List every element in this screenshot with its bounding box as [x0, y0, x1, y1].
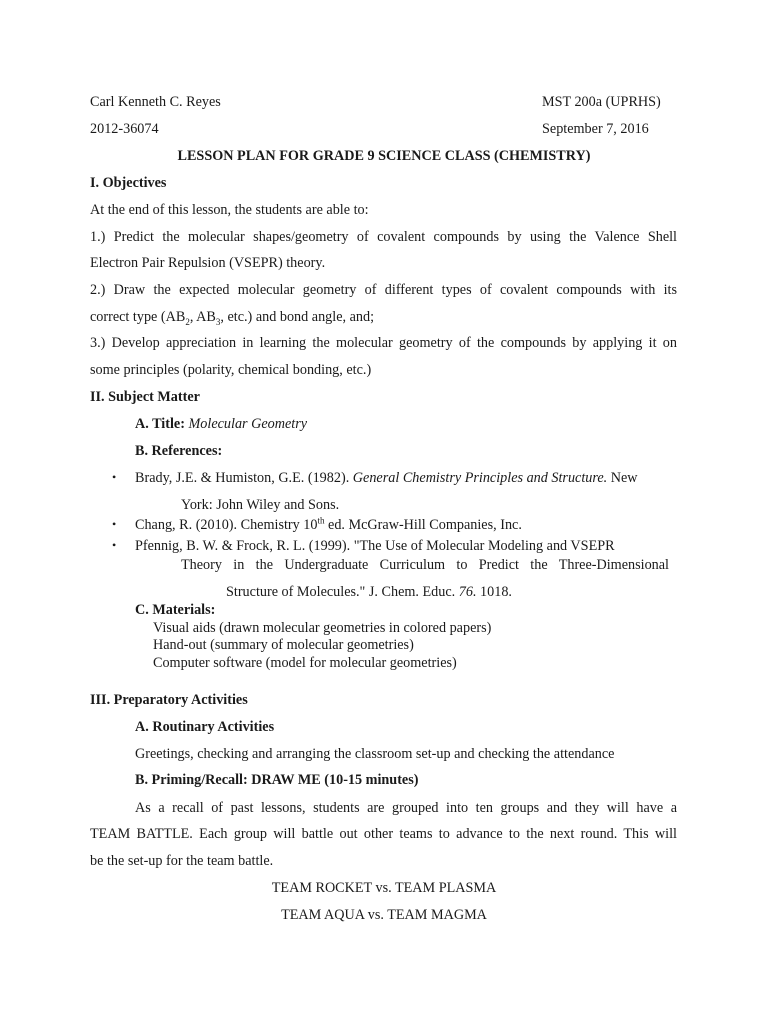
objective-2-text-a: correct type (AB [90, 309, 186, 325]
priming-line-3: be the set-up for the team battle. [90, 853, 274, 869]
team-match-1: TEAM ROCKET vs. TEAM PLASMA [271, 880, 497, 896]
reference-1-line-2: York: John Wiley and Sons. [181, 497, 340, 513]
reference-3-line-3 [226, 583, 512, 601]
objective-2-text-c: , etc.) and bond angle, and; [220, 309, 375, 325]
reference-1-line-1 [135, 469, 638, 487]
subscript-3: 3 [215, 316, 221, 327]
reference-3-line-1: Pfennig, B. W. & Frock, R. L. (1999). "The Use of Molecular Modeling and VSEPR [135, 538, 615, 554]
objective-1-line-2: Electron Pair Repulsion (VSEPR) theory. [90, 255, 326, 271]
objective-2-line-2 [90, 308, 374, 326]
material-item: Computer software (model for molecular geometries) [153, 655, 457, 671]
subject-matter-heading: II. Subject Matter [90, 389, 200, 405]
subscript-2: 2 [185, 316, 190, 327]
ref1-title: General Chemistry Principles and Structure. [352, 470, 608, 486]
reference-2 [135, 516, 522, 534]
reference-3-line-2: Theory in the Undergraduate Curriculum to Predict the Three-Dimensional [181, 557, 669, 573]
ref1-new: New [610, 470, 638, 486]
bullet-1: • [112, 470, 117, 484]
bullet-3: • [112, 538, 117, 552]
bullet-2: • [112, 517, 117, 531]
objective-1-line-1: 1.) Predict the molecular shapes/geometry of covalent compounds by using the Valence Shell [90, 229, 677, 245]
objective-3-line-1: 3.) Develop appreciation in learning the molecular geometry of the compounds by applying it on [90, 335, 677, 351]
ref2-text-b: ed. McGraw-Hill Companies, Inc. [324, 517, 522, 533]
priming-line-2: TEAM BATTLE. Each group will battle out other teams to advance to the next round. This will [90, 826, 677, 842]
course-code: MST 200a (UPRHS) [542, 94, 661, 110]
document-title: LESSON PLAN FOR GRADE 9 SCIENCE CLASS (CHEMISTRY) [177, 148, 591, 164]
team-match-2: TEAM AQUA vs. TEAM MAGMA [281, 907, 487, 923]
author-name: Carl Kenneth C. Reyes [90, 94, 221, 110]
material-item: Hand-out (summary of molecular geometries) [153, 637, 414, 653]
objective-2-text-b: , AB [189, 309, 216, 325]
routinary-label: A. Routinary Activities [135, 719, 275, 735]
subject-title-line [135, 415, 307, 433]
objectives-intro: At the end of this lesson, the students are able to: [90, 202, 369, 218]
materials-label: C. Materials: [135, 602, 216, 618]
preparatory-heading: III. Preparatory Activities [90, 692, 248, 708]
title-value: Molecular Geometry [188, 416, 308, 432]
ref1-authors: Brady, J.E. & Humiston, G.E. (1982). [135, 470, 350, 486]
priming-line-1: As a recall of past lessons, students are grouped into ten groups and they will have a [135, 800, 677, 816]
document-date: September 7, 2016 [542, 121, 649, 137]
ref3-journal: Structure of Molecules." J. Chem. Educ. [226, 584, 456, 600]
ref2-superscript: th [317, 515, 325, 526]
student-id: 2012-36074 [90, 121, 159, 137]
objective-2-line-1: 2.) Draw the expected molecular geometry of different types of covalent compounds with its [90, 282, 677, 298]
objectives-heading: I. Objectives [90, 175, 167, 191]
ref3-volume: 76. [458, 584, 477, 600]
ref3-pages: 1018. [480, 584, 512, 600]
references-label: B. References: [135, 443, 223, 459]
title-label: A. Title: [135, 416, 185, 432]
routinary-text: Greetings, checking and arranging the classroom set-up and checking the attendance [135, 746, 615, 762]
objective-3-line-2: some principles (polarity, chemical bonding, etc.) [90, 362, 372, 378]
ref2-text-a: Chang, R. (2010). Chemistry 10 [135, 517, 318, 533]
material-item: Visual aids (drawn molecular geometries in colored papers) [153, 620, 492, 636]
priming-label: B. Priming/Recall: DRAW ME (10-15 minutes) [135, 772, 419, 788]
